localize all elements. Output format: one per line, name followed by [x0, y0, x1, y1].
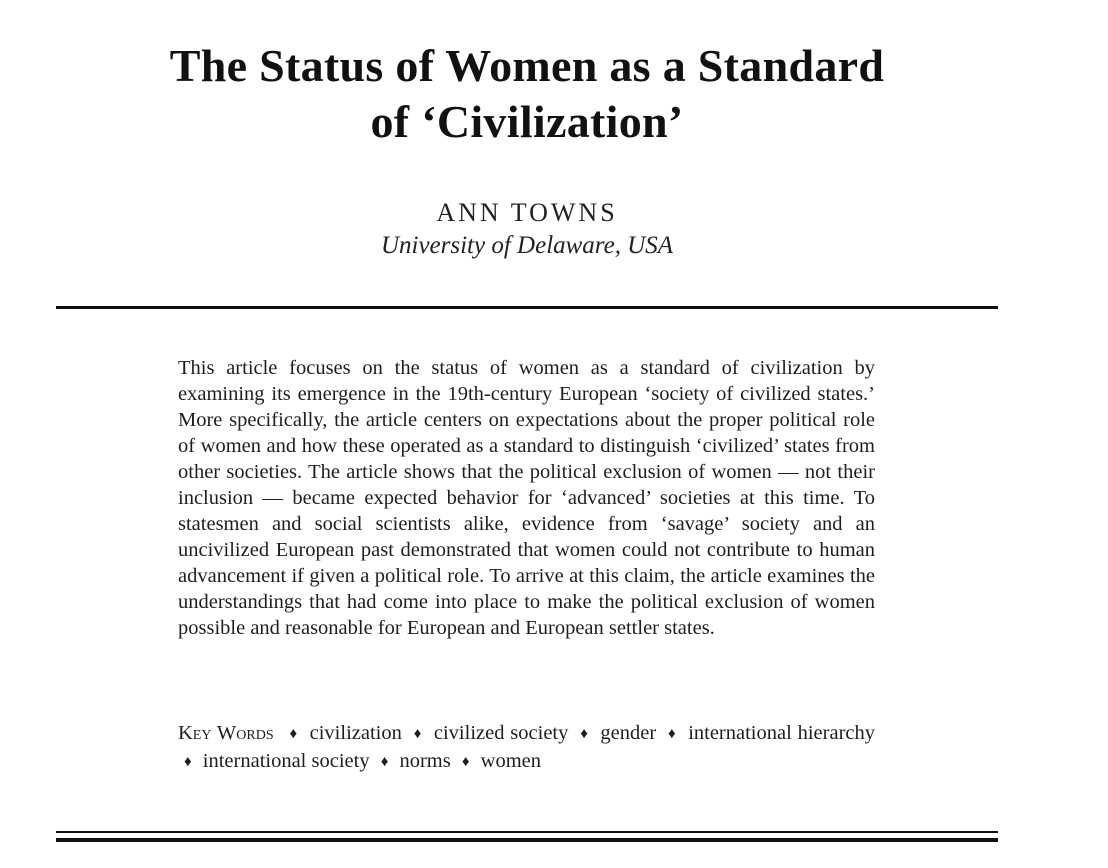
keyword: international hierarchy [688, 722, 876, 744]
keyword: norms [399, 750, 451, 772]
keyword-separator-icon: ♦ [461, 754, 470, 770]
keyword: gender [600, 722, 657, 744]
keyword: civilization [309, 722, 402, 744]
keyword-separator-icon: ♦ [289, 726, 298, 742]
keyword-separator-icon: ♦ [380, 754, 389, 770]
author-name: ANN TOWNS [436, 198, 618, 227]
top-divider [56, 306, 998, 309]
keyword-separator-icon: ♦ [668, 726, 677, 742]
keyword: civilized society [433, 722, 569, 744]
keyword-separator-icon: ♦ [413, 726, 423, 742]
bottom-divider-thick [56, 838, 998, 842]
keyword: international society [202, 750, 370, 772]
keyword-separator-icon: ♦ [580, 726, 589, 742]
keyword-separator-icon: ♦ [184, 754, 192, 770]
abstract-text: This article focuses on the status of women as a standard of civilization by examining its emergence in the 19th-century European ‘society of civilized states.’ More specifically, the article centers on expectations about the proper political role of women and how these operated as a standard to distinguish ‘civilized’ states from other societies. The article shows that the political exclusion of women — not their inclusion — became expected behavior for ‘advanced’ societies at this time. To statesmen and social scientists alike, evidence from ‘savage’ society and an uncivilized European past demonstrated that women could not contribute to human advancement if given a political role. To arrive at this claim, the article examines the understandings that had come into place to make the political exclusion of women possible and reasonable for European and European settler states. [178, 357, 875, 639]
author-affiliation: University of Delaware, USA [380, 232, 674, 259]
title-line-2: of ‘Civilization’ [370, 96, 684, 147]
article-title [0, 38, 1054, 150]
keywords-label: Key Words [178, 722, 274, 744]
title-line-1: The Status of Women as a Standard [169, 40, 885, 91]
keyword: women [480, 750, 541, 772]
bottom-divider-thin [56, 831, 998, 833]
keywords-block [178, 720, 875, 776]
